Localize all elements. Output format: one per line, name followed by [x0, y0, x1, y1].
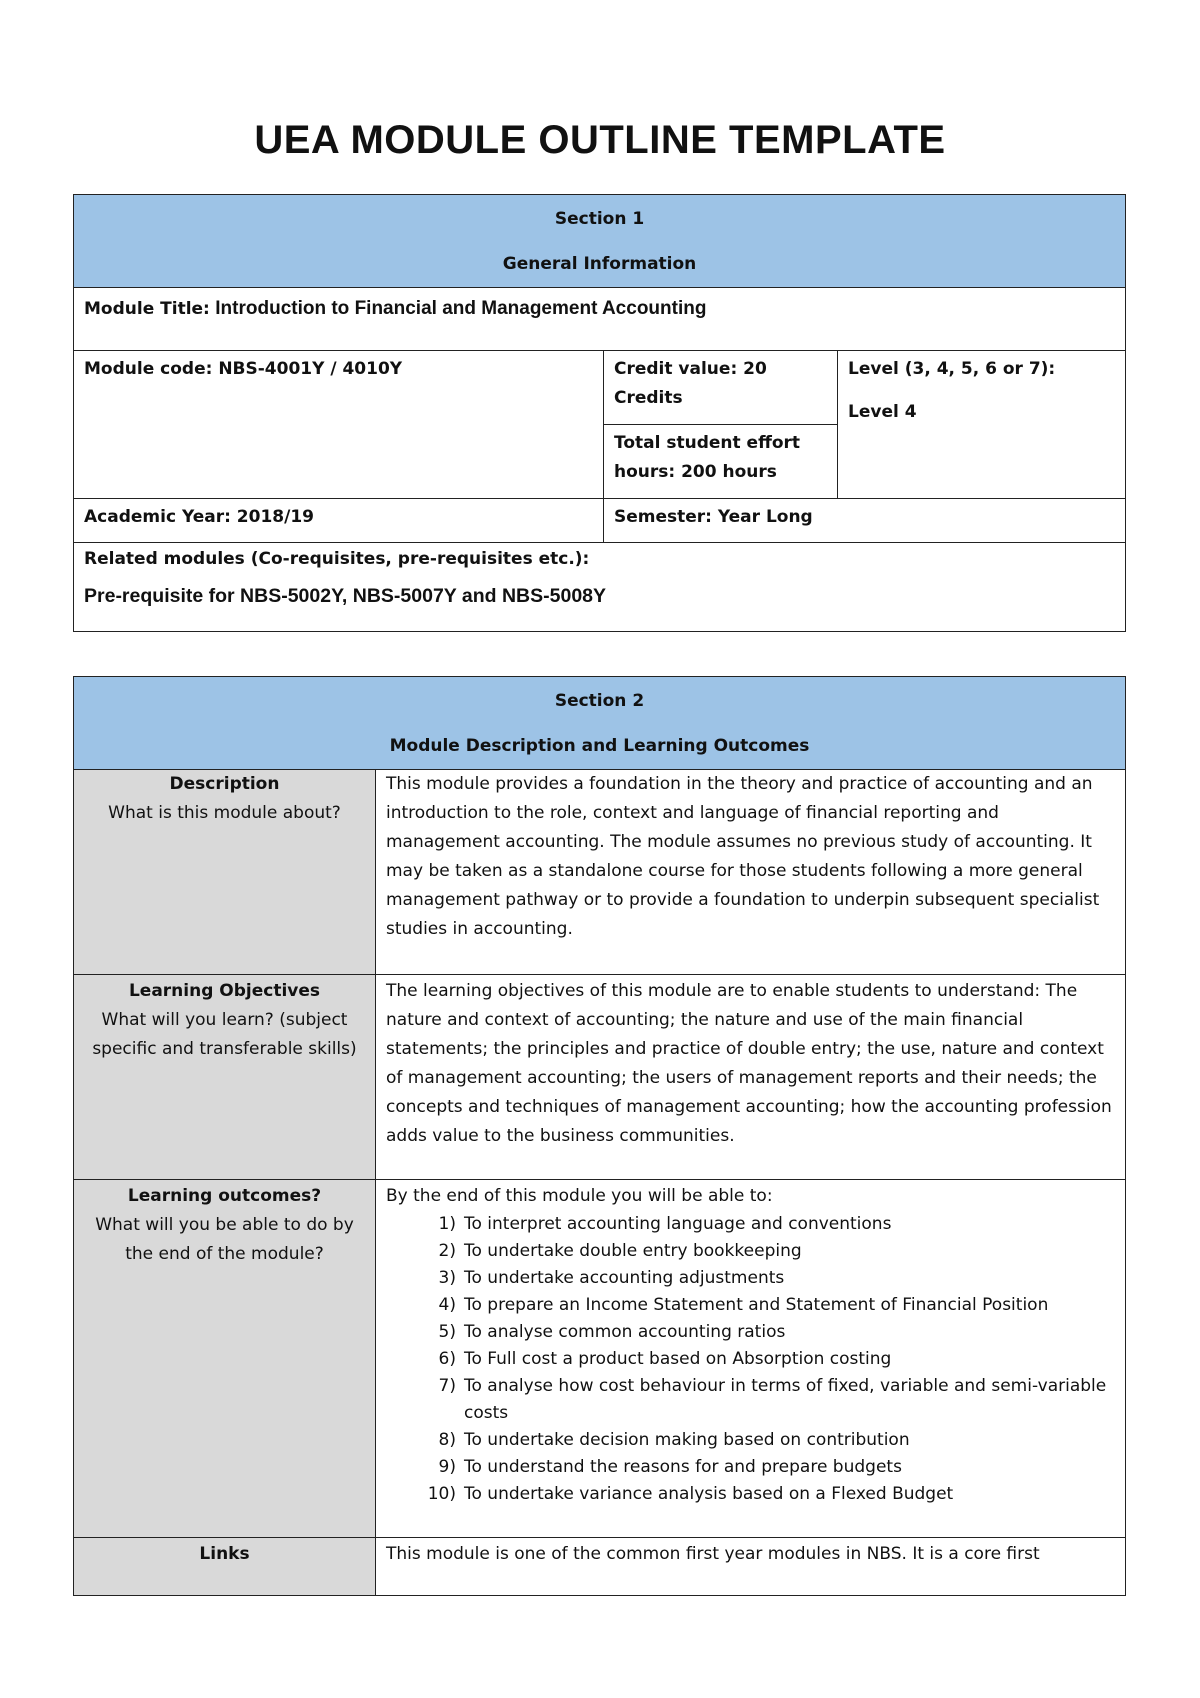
related-label: Related modules (Co-requisites, pre-requisites etc.): [84, 549, 590, 569]
item-number: 8) [438, 1430, 456, 1450]
item-text: To undertake accounting adjustments [464, 1268, 785, 1288]
list-item [386, 1238, 1115, 1265]
item-text: To undertake decision making based on contribution [464, 1430, 910, 1450]
item-number: 6) [438, 1349, 456, 1369]
related-modules-cell [74, 543, 1126, 632]
module-title-value: Introduction to Financial and Management Accounting [215, 298, 707, 319]
objectives-question: What will you learn? (subject specific and transferable skills) [92, 1010, 357, 1059]
item-number: 10) [427, 1484, 456, 1504]
list-item [386, 1346, 1115, 1373]
credit-value-cell [604, 351, 838, 425]
section2-subheading: Module Description and Learning Outcomes [389, 736, 810, 756]
module-title-cell [74, 288, 1126, 351]
item-number: 4) [438, 1295, 456, 1315]
section2-table [73, 676, 1126, 1596]
level-value: Level 4 [848, 402, 917, 422]
section1-table [73, 194, 1126, 632]
module-title-label: Module Title: [84, 299, 210, 319]
links-label-cell [74, 1538, 376, 1596]
item-number: 2) [438, 1241, 456, 1261]
effort-line2: hours: 200 hours [614, 462, 777, 482]
description-label: Description [169, 774, 280, 794]
item-number: 7) [438, 1376, 456, 1396]
outcomes-question: What will you be able to do by the end of the module? [95, 1215, 354, 1264]
objectives-label-cell [74, 975, 376, 1180]
list-item [386, 1211, 1115, 1238]
item-text: To undertake variance analysis based on a Flexed Budget [464, 1484, 954, 1504]
section2-header [74, 677, 1126, 770]
objectives-text: The learning objectives of this module are to enable students to understand: The nature and context of accounting; the nature and use of the main financial statements; the principles and practice of double entry; the use, nature and context of management accounting; the users of management reports and their needs; the concepts and techniques of management accounting; how the accounting profession adds value to the business communities. [386, 981, 1112, 1146]
level-cell [838, 351, 1126, 499]
list-item [386, 1481, 1115, 1508]
item-text: To Full cost a product based on Absorption costing [464, 1349, 892, 1369]
module-code-cell [74, 351, 604, 499]
effort-cell [604, 425, 838, 499]
links-text: This module is one of the common first year modules in NBS. It is a core first [386, 1544, 1040, 1564]
credit-value-line2: Credits [614, 388, 683, 408]
academic-year: Academic Year: 2018/19 [84, 507, 314, 527]
item-text: To interpret accounting language and conventions [464, 1214, 892, 1234]
outcomes-cell [376, 1180, 1126, 1538]
page-title: UEA MODULE OUTLINE TEMPLATE [254, 118, 946, 162]
description-label-cell [74, 770, 376, 975]
objectives-text-cell [376, 975, 1126, 1180]
links-label: Links [199, 1544, 250, 1564]
semester: Semester: Year Long [614, 507, 813, 527]
section1-subheading: General Information [502, 254, 697, 274]
semester-cell [604, 499, 1126, 543]
item-text: To prepare an Income Statement and Statement of Financial Position [464, 1295, 1049, 1315]
description-question: What is this module about? [108, 803, 341, 823]
list-item [386, 1292, 1115, 1319]
related-value: Pre-requisite for NBS-5002Y, NBS-5007Y and NBS-5008Y [84, 585, 607, 607]
description-text-cell [376, 770, 1126, 975]
description-text: This module provides a foundation in the theory and practice of accounting and an introduction to the role, context and language of financial reporting and management accounting. The module assumes no previous study of accounting. It may be taken as a standalone course for those students following a more general management pathway or to provide a foundation to underpin subsequent specialist studies in accounting. [386, 774, 1100, 939]
academic-year-cell [74, 499, 604, 543]
outcomes-list [386, 1211, 1115, 1508]
item-number: 3) [438, 1268, 456, 1288]
credit-value-line1: Credit value: 20 [614, 359, 767, 379]
objectives-label: Learning Objectives [128, 981, 321, 1001]
list-item [386, 1427, 1115, 1454]
outcomes-label-cell [74, 1180, 376, 1538]
item-text: To understand the reasons for and prepare budgets [464, 1457, 902, 1477]
list-item [386, 1319, 1115, 1346]
section2-heading: Section 2 [554, 691, 645, 711]
outcomes-label: Learning outcomes? [127, 1186, 322, 1206]
item-text: To analyse how cost behaviour in terms of fixed, variable and semi-variable costs [464, 1376, 1107, 1423]
item-number: 9) [438, 1457, 456, 1477]
section1-header [74, 195, 1126, 288]
module-code: Module code: NBS-4001Y / 4010Y [84, 359, 403, 379]
item-text: To analyse common accounting ratios [464, 1322, 786, 1342]
outcomes-intro: By the end of this module you will be able to: [386, 1186, 773, 1206]
list-item [386, 1454, 1115, 1481]
item-text: To undertake double entry bookkeeping [464, 1241, 802, 1261]
level-label: Level (3, 4, 5, 6 or 7): [848, 359, 1056, 379]
list-item [386, 1373, 1115, 1427]
list-item [386, 1265, 1115, 1292]
item-number: 5) [438, 1322, 456, 1342]
item-number: 1) [438, 1214, 456, 1234]
section1-heading: Section 1 [554, 209, 645, 229]
effort-line1: Total student effort [614, 433, 801, 453]
links-text-cell [376, 1538, 1126, 1596]
